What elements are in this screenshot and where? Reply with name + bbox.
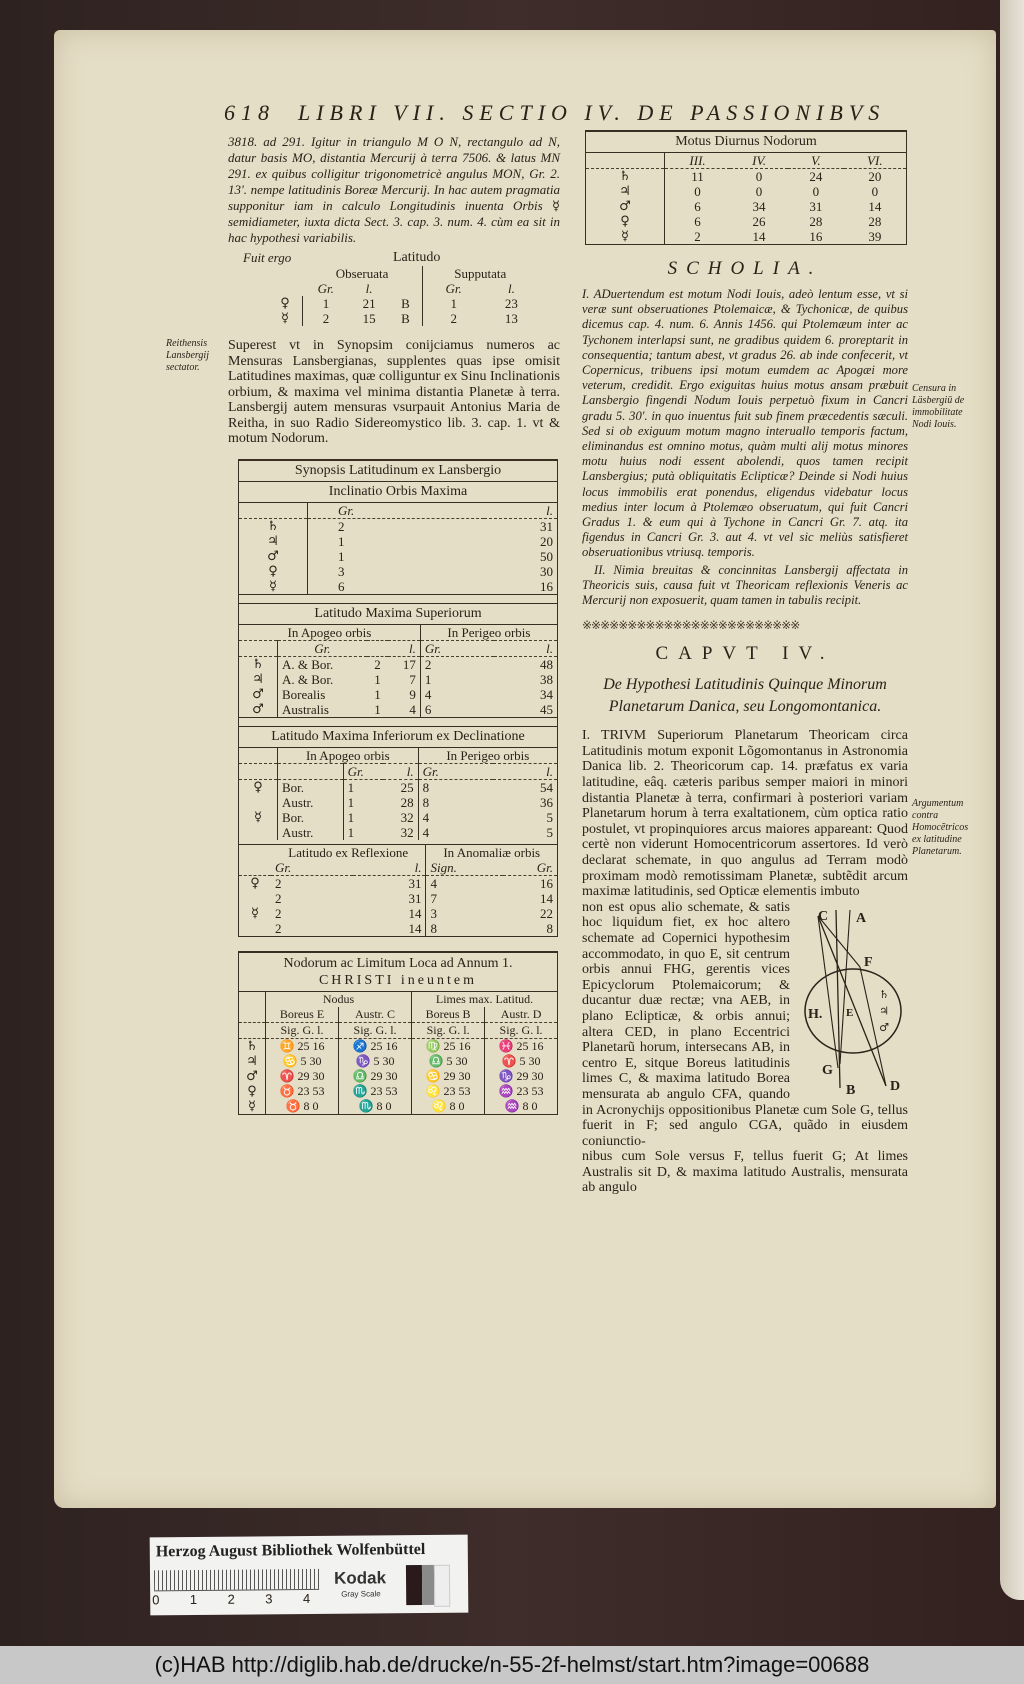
table-cell: Austr. [278,795,344,810]
table-cell: 31 [809,199,823,214]
table-cell: ♑ 29 30 [485,1069,557,1084]
nodorum-grid [239,992,557,1114]
margin-note-censura: Censura in Läsbergiū de immobilitate Nodi Iouis. [912,383,965,430]
table-cell: ♋ 29 30 [412,1069,485,1084]
col-gr: Gr. [536,859,553,875]
table-cell: 3 [308,564,484,579]
table-cell: 28 [868,214,882,229]
table-cell: ♐ 25 16 [339,1038,412,1054]
gray-swatch-mid [422,1565,434,1605]
table-cell: A. & Bor. [278,672,367,687]
planet-symbol: ☿ [269,578,277,594]
nodorum-title [239,953,557,992]
nodorum-title-line2: CHRISTI ineuntem [318,972,478,988]
inferiorum-title: Latitudo Maxima Inferiorum ex Declinatione [239,727,557,748]
col-min: l. [406,763,414,779]
planet-symbol: ☿ [621,229,629,244]
table-cell: 6 [308,579,484,594]
tick-label: 3 [265,1591,273,1607]
table-row [239,656,557,672]
planet-symbol: ♀ [280,296,290,311]
table-cell: 6 [420,702,494,717]
table-cell: 20 [540,533,553,549]
ornament-divider: ※※※※※※※※※※※※※※※※※※※※※※※※ [582,618,800,633]
planet-symbol [239,921,271,936]
point-h: H. [808,1006,823,1022]
table-row [239,921,557,936]
table-cell: B [401,311,410,326]
table-cell: 3 [426,906,503,921]
motus-grid [586,153,906,244]
synopsis-paragraph: Superest vt in Synopsim conijciamus numeros ac Mensuras Lansbergianas, supplentes quas ipse omisit Latitudines maximas, quæ colliguntur ex Sinu Inclinationis orbium, & maxima vel minima distantia Planetæ à terra. Lansbergij autem mensuras vsurpauit Antonius Maria de Reitha, in suo Radio Sidereomystico lib. 3. cap. 1. vt & motum Nodorum. [228,338,560,446]
table-row [239,564,557,579]
chapter-subtitle: De Hypothesi Latitudinis Quinque Minorum Planetarum Danica, seu Longomontanica. [603,676,887,716]
intro-paragraph: 3818. ad 291. Igitur in triangulo M O N, rectangulo ad N, datur basis MO, distantia Mercurij à terra 7506. & latus MN 291. ex quibus colligitur trigonometricè angulus MON, Gr. 2. 13'. nempe latitudinis Boreæ Mercurij. In hac autem pragmatia supponitur iam in calculo Longitudinis inuenta Orbis ☿ semidiameter, iuxta dicta Sect. 3. cap. 3. num. 4. cùm ea sit in hac hypothesi variabilis. [228,134,560,245]
orbit-diagram [798,904,908,1094]
library-color-card [150,1535,469,1616]
table-cell: 6 [665,214,731,229]
planet-symbol [239,795,278,810]
table-cell: 16 [540,578,553,594]
kodak-logo: Kodak [333,1568,387,1588]
table-cell: 1 [422,296,485,311]
line-a [840,910,850,1064]
table-cell: ♒ 8 0 [485,1099,557,1114]
table-row [586,199,906,214]
table-row [239,779,557,795]
scholia-block [582,287,965,608]
library-name: Herzog August Bibliothek Wolfenbüttel [155,1540,426,1561]
gray-scale-label: Gray Scale [341,1589,381,1599]
table-cell: Bor. [278,810,344,825]
col-min: l. [546,502,553,518]
planet-symbol: ♀ [620,214,630,229]
latitude-observation-table [228,250,560,326]
table-cell: 2 [275,920,282,936]
sub-header: Austr. C [339,1007,412,1023]
table-cell: 23 [504,296,518,311]
table-row [586,184,906,199]
table-cell: 34 [752,199,766,214]
planet-symbol: ♀ [253,779,263,795]
planet-symbol: ♂ [252,701,264,717]
inclinatio-rows [239,518,557,594]
reflexione-header: Latitudo ex Reflexione [288,844,409,860]
planet-symbol: ♄ [619,169,631,184]
planet-symbol: ♃ [252,671,264,687]
nodorum-table [238,951,558,1115]
col-gr: Gr. [422,281,485,296]
table-cell: ♎ 29 30 [339,1069,412,1084]
table-cell: ♏ 8 0 [339,1099,412,1114]
table-cell: 20 [868,169,882,184]
point-b: B [846,1082,856,1094]
col-min: l. [414,859,422,875]
table-cell: 0 [755,169,763,184]
table-cell: 36 [540,794,553,810]
table-row [239,1084,557,1099]
table-cell: Austr. [278,825,344,840]
table-cell: 16 [540,875,553,891]
chapter-heading: CAPVT IV. [655,643,835,665]
table-cell: 9 [409,686,416,702]
nodus-header: Nodus [266,992,412,1007]
table-cell: 5 [546,824,553,840]
planet-symbol: ♀ [268,563,278,579]
col-header: Sig. G. l. [339,1022,412,1038]
superiorum-title: Latitudo Maxima Superiorum [239,604,557,625]
col-header: Sig. G. l. [412,1022,485,1038]
table-row [239,906,557,921]
motus-title: Motus Diurnus Nodorum [586,132,906,153]
table-cell: 8 [418,795,493,810]
sub-header: Austr. D [485,1007,557,1023]
planet-symbol: ♂ [246,1068,258,1084]
table-cell: 4 [420,687,494,702]
table-cell: 0 [755,184,763,199]
table-cell: 2 [422,311,485,326]
gray-swatch-black [406,1565,422,1605]
inferiorum-rows [239,779,557,840]
table-row [239,810,557,825]
left-column [166,134,560,1115]
table-cell: ♓ 25 16 [485,1038,557,1054]
superiorum-rows [239,656,557,717]
table-cell: 16 [809,229,823,244]
table-cell: 28 [809,214,823,229]
nodorum-rows [239,1038,557,1114]
planet-symbol: ☿ [281,311,289,326]
table-cell: 1 [343,795,383,810]
table-cell: 2 [303,311,349,326]
table-cell: 1 [374,701,381,717]
col-sign: Sign. [426,860,503,876]
table-cell: Bor. [278,779,344,795]
motus-rows [586,169,906,245]
table-cell: 8 [418,779,493,795]
ruler-ticks [152,1591,322,1607]
col-min: l. [507,281,515,296]
col-header: VI. [867,153,883,168]
nodorum-title-line1: Nodorum ac Limitum Loca ad Annum 1. [283,955,513,971]
gray-swatch-white [434,1565,450,1607]
table-cell: 11 [665,169,731,185]
fuit-rows [268,296,538,326]
planet-symbol: ♃ [619,184,631,199]
point-g: G [822,1062,833,1078]
inclinatio-title: Inclinatio Orbis Maxima [239,482,557,503]
col-gr: Gr. [418,763,493,779]
table-row [239,891,557,906]
table-cell: 14 [408,905,422,921]
table-row [239,672,557,687]
planet-symbol: ♂ [252,686,264,702]
scholia-paragraph-2: II. Nimia breuitas & concinnitas Lansbergij affectata in Theoricis suis, causa fuit vt Theoricam reflexionis Veneris ac Mercurij non exposuerit, quam tamen in tabulis recipit. [582,562,908,608]
table-row [239,1038,557,1054]
point-c: C [818,908,829,924]
table-row [239,1099,557,1114]
table-cell: ♌ 8 0 [412,1099,485,1114]
table-cell: 1 [343,779,383,795]
table-row [239,875,557,891]
planet-symbol: ♃ [267,533,279,549]
planet-symbol: ♄ [252,656,264,672]
chapter-body-bottom: nibus cum Sole versus F, tellus fuerit G; At limes Australis sit D, & maxima latitudo Australis, mensurata ab angulo [582,1149,908,1196]
col-min: l. [409,640,416,656]
table-cell: 1 [374,686,381,702]
limes-header: Limes max. Latitud. [412,992,557,1007]
table-cell: 14 [868,199,882,214]
table-cell: ♈ 29 30 [266,1069,339,1084]
table-row [239,534,557,549]
table-cell: 1 [303,296,349,311]
point-e: E [846,1006,854,1019]
table-cell: 54 [540,779,553,795]
table-cell: 48 [540,656,553,672]
table-row [239,825,557,840]
copyright-footer: (c)HAB http://diglib.hab.de/drucke/n-55-2f-helmst/start.htm?image=00688 [0,1646,1024,1684]
right-column [582,130,969,1196]
planet-symbol: ☿ [254,809,262,825]
table-cell: 26 [752,214,766,229]
planet-symbol: ♂ [619,199,631,214]
col-header: Sig. G. l. [485,1022,557,1038]
table-cell: 21 [362,296,376,311]
running-header [224,100,885,126]
table-row [239,579,557,594]
table-cell: 14 [752,229,766,244]
inferiorum-table [239,748,557,840]
table-cell: 22 [540,905,553,921]
superiorum-table [239,625,557,717]
col-header: III. [665,153,731,169]
table-cell: 4 [426,875,503,891]
table-row [586,169,906,185]
scholia-paragraph-1: I. ADuertendum est motum Nodi Iouis, adeò lentum esse, vt si veræ sunt obseruationes Ptolemaicæ, & Tychonicæ, de quibus dicemus cap. 4. num. 6. Annis 1456. qui Ptolemæum inter ac Tychonem interlapsi sunt, ne gradibus quidem 6. proreptarit in consequentia; tantum abest, vt gradus 26. ab inde confecerit, vt Copernicus, tribuens ipsi motum eumdem ac Apogæi more veterum, credidit. Ergo exiguitas huius motus ansam præbuit Lansbergio fingendi Nodum Iouis perpetuò fixum in Cancri gradu 5. 30'. in quo inuentus fuit sub finem præcedentis sæculi. Sed si ob exiguum motum magno interuallo temporis factum, eliminandus est omnino motus, quàm multi alij motus minores motu huius nodi essent abolendi, quos tamen recipit Lansbergius; putà obliquitatis Eclipticæ? Deinde si Nodi huius locus immobilis erat ponendus, eligendus videbatur locus medius inter locum à Ptolemæo obseruatum, qui fuit Cancri Gradus 1. & eum qui à Tychone in Cancri Gr. 7. atq. ita figendus in Cancri Gr. 3. aut 4. vt vel sic meliùs satisfieret obseruationibus vtriusq. temporis. [582,287,908,560]
table-cell: 4 [418,825,493,840]
table-cell: 30 [540,563,553,579]
table-cell: 7 [409,671,416,687]
observata-header: Obseruata [335,266,389,281]
margin-note-argumentum: Argumentum contra Homocẽtricos ex latitudine Planetarum. [912,798,969,858]
chapter-body-top: I. TRIVM Superiorum Planetarum Theoricam circa Latitudinis motum exponit Lõgomontanus in Astronomia Danica lib. 2. Theoricorum cap. 14. præfatus ex varia latitudine, eâq. cæteris paribus semper maiori in minori distantia Planetæ à terra, confirmari à posteriori variam Planetarum horum à terra exaltationem, cùm optica ratio postulet, vt propinquiores arcus maiores appareant: Quod certè non viderunt Homocentricorum assertores. Id verò declarat schemate, in quo angulus ad Terram modò proximam modò remotissimam Planetæ, subtẽdit arcum maximæ latitudinis, sed Opticæ elementis imbuto [582,728,908,900]
table-cell: ♉ 23 53 [266,1084,339,1099]
reflexione-rows [239,875,557,936]
synopsis-table [238,459,558,937]
reflexione-table [239,845,557,936]
col-gr: Gr. [278,640,367,656]
col-gr: Gr. [317,281,334,296]
table-cell: 28 [400,794,414,810]
line-cg [818,916,838,1068]
anomaliae-header: In Anomaliæ orbis [426,845,557,860]
supputata-header: Supputata [422,266,538,281]
table-row [239,1069,557,1084]
table-cell: 14 [540,890,553,906]
table-cell: 1 [374,671,381,687]
table-cell: 25 [400,779,414,795]
planet-symbol [239,891,271,906]
scholia-heading: SCHOLIA. [667,258,823,279]
table-cell: ♈ 5 30 [485,1054,557,1069]
planet-symbol: ☿ [248,1098,256,1114]
table-cell: 39 [868,229,882,244]
table-cell: 1 [343,810,383,825]
col-header: V. [811,153,821,168]
col-min: l. [546,763,553,779]
table-cell: 1 [308,534,484,549]
sub-header: Boreus B [412,1007,485,1023]
table-row [586,214,906,229]
planet-symbol [239,825,278,840]
table-cell: ♋ 5 30 [266,1054,339,1069]
table-row [268,311,538,326]
chapter-body [582,728,969,1196]
table-cell: 2 [374,656,381,672]
point-f: F [864,954,873,970]
planet-symbol: ♃ [246,1053,258,1069]
point-d: D [890,1078,901,1094]
table-cell: ♑ 5 30 [339,1054,412,1069]
table-cell: 8 [426,921,503,936]
table-cell: 14 [408,920,422,936]
col-gr: Gr. [275,859,292,875]
table-cell: 2 [308,518,484,534]
table-cell: 24 [809,169,823,184]
running-title: LIBRI VII. SECTIO IV. DE PASSIONIBVS [298,100,886,125]
table-cell: ♊ 25 16 [266,1038,339,1054]
table-cell: 32 [400,809,414,825]
table-cell: ♎ 5 30 [412,1054,485,1069]
table-cell: ♏ 23 53 [339,1084,412,1099]
table-row [239,687,557,702]
fuit-table [268,266,538,326]
inclinatio-table [239,503,557,594]
page-number: 618 [224,100,275,125]
tick-label: 4 [302,1590,311,1607]
table-cell: 1 [420,672,494,687]
table-cell: 4 [418,810,493,825]
table-cell: Australis [278,702,367,717]
table-cell: 2 [275,890,282,906]
table-cell: 32 [400,824,414,840]
tick-label: 1 [189,1591,198,1608]
table-row [586,229,906,244]
table-cell: 1 [308,549,484,564]
tick-label: 0 [152,1592,160,1608]
table-cell: 31 [408,875,422,891]
point-a: A [856,910,867,926]
planet-symbols: ♄ ♃ ♂ [877,987,891,1034]
chapter-body-narrow: non est opus alio schemate, & satis hoc liquidum fiet, ex hoc altero schemate ad Copernici hypothesim accommodato, in quo E, sit centrum orbis annui FHG, gerentis vices Epicyclorum Ptolemaicorum; & ducantur duæ rectæ; vna AEB, in plano Eclipticæ, & orbis annui; altera CED, in plano Eccentrici Planetarũ horum, intersecans AB, in centro E, sitque Boreus latitudinis limes C, & maxima latitudo Borea mensurata ab angulo CFA, quando in Acronychijs oppositionibus Planetæ cum Sole G, tellus fuerit in F; sed angulo CGA, quãdo in eiusdem coniunctio- [582,899,908,1149]
table-row [239,1054,557,1069]
tick-label: 2 [227,1591,235,1607]
planet-symbol: ♀ [250,875,260,891]
col-gr: Gr. [343,763,383,779]
table-cell: 15 [362,311,376,326]
table-cell: 45 [540,701,553,717]
col-gr: Gr. [420,640,494,656]
apogeo-header: In Apogeo orbis [287,624,372,640]
table-cell: 2 [275,875,282,891]
planet-symbol: ☿ [251,905,259,921]
table-cell: 1 [343,825,383,840]
table-cell: B [401,296,410,311]
table-cell: 17 [402,656,416,672]
ruler-scale [154,1569,319,1591]
table-cell: 31 [540,518,553,534]
planet-symbol: ♂ [267,548,279,564]
table-cell: 0 [812,184,820,199]
table-cell: 8 [546,920,553,936]
col-header: Sig. G. l. [266,1022,339,1038]
table-row [239,795,557,810]
sub-header: Boreus E [266,1007,339,1023]
perigeo-header: In Perigeo orbis [418,748,557,764]
synopsis-paragraph-block [166,338,560,447]
table-row [239,702,557,717]
table-cell: 6 [665,199,731,214]
table-cell: 7 [426,891,503,906]
margin-note-reithensis: Reithensis Lansbergij sectator. [166,338,209,373]
col-header: IV. [752,153,766,168]
table-row [239,518,557,534]
table-cell: 0 [665,184,731,199]
line-cd [818,916,886,1086]
planet-symbol: ♄ [246,1038,258,1054]
planet-symbol: ♄ [267,518,279,534]
table-cell: 5 [546,809,553,825]
table-cell: 2 [420,656,494,672]
apogeo-header: In Apogeo orbis [278,748,419,764]
perigeo-header: In Perigeo orbis [420,625,557,641]
table-cell: Borealis [278,687,367,702]
col-min: l. [546,640,553,656]
col-min: l. [365,281,373,296]
col-gr: Gr. [308,503,484,519]
table-cell: A. & Bor. [278,656,367,672]
table-cell: 34 [540,686,553,702]
table-cell: 13 [504,311,518,326]
table-cell: 31 [408,890,422,906]
table-row [268,296,538,311]
table-cell: 50 [540,548,553,564]
next-page-edge [1000,0,1024,1600]
table-cell: 4 [409,701,416,717]
table-cell: 2 [665,229,731,244]
table-row [239,549,557,564]
latitudo-heading: Latitudo [393,250,441,265]
table-cell: 38 [540,671,553,687]
table-cell: ♒ 23 53 [485,1084,557,1099]
table-cell: ♌ 23 53 [412,1084,485,1099]
planet-symbol: ♀ [247,1083,257,1099]
table-cell: 0 [871,184,879,199]
fuit-ergo-label: Fuit ergo [243,250,292,265]
table-cell: ♉ 8 0 [266,1099,339,1114]
motus-diurnus-table [585,130,907,245]
table-cell: 2 [275,905,282,921]
table-cell: ♍ 25 16 [412,1038,485,1054]
synopsis-title: Synopsis Latitudinum ex Lansbergio [239,461,557,482]
